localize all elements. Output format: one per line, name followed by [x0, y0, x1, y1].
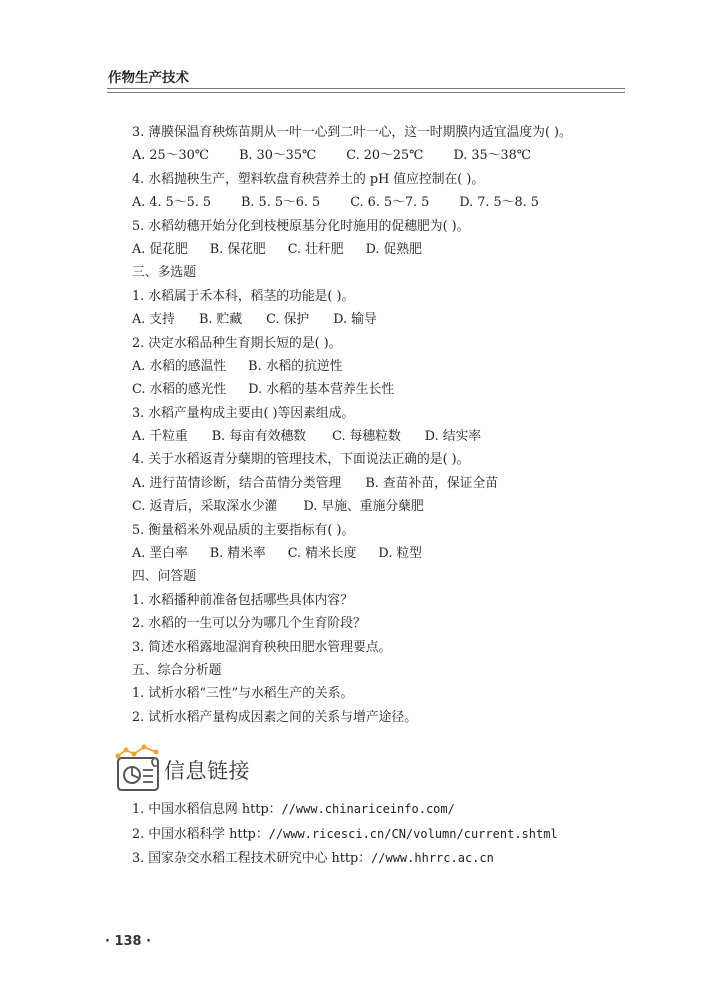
info-link-title: 信息链接 — [164, 759, 250, 783]
exercise-content — [132, 121, 622, 729]
answer-option: A. 支持 — [132, 312, 175, 328]
answer-option: D. 粒型 — [378, 546, 422, 562]
answer-option: C. 保护 — [266, 312, 310, 328]
option-row — [132, 425, 622, 448]
section-heading: 三、多选题 — [132, 265, 196, 281]
option-row — [132, 542, 622, 565]
answer-option: D. 早施、重施分蘖肥 — [303, 499, 424, 515]
answer-option: A. 水稻的感温性 — [132, 358, 227, 374]
page-number: · 138 · — [105, 934, 152, 949]
answer-option: D. 35～38℃ — [453, 148, 532, 164]
answer-option: B. 精米率 — [209, 546, 266, 562]
answer-option: C. 20～25℃ — [346, 148, 424, 164]
option-row — [132, 144, 622, 167]
info-link-heading — [112, 744, 412, 794]
question-text: 3. 简述水稻露地湿润育秧秧田肥水管理要点。 — [132, 639, 392, 655]
question-text: 1. 水稻属于禾本科，稻茎的功能是( )。 — [132, 288, 355, 304]
answer-option: C. 壮秆肥 — [287, 241, 344, 257]
question-text: 2. 试析水稻产量构成因素之间的关系与增产途径。 — [132, 709, 418, 725]
info-link-label: 2. 中国水稻科学 http： — [132, 826, 269, 842]
question-text: 4. 关于水稻返青分蘖期的管理技术，下面说法正确的是( )。 — [132, 452, 470, 468]
answer-option: A. 25～30℃ — [132, 148, 210, 164]
section-heading: 四、问答题 — [132, 569, 196, 585]
info-link-item — [132, 822, 622, 847]
answer-option: C. 精米长度 — [287, 546, 357, 562]
answer-option: D. 促熟肥 — [365, 241, 422, 257]
answer-option: A. 进行苗情诊断，结合苗情分类管理 — [132, 475, 342, 491]
info-link-label: 1. 中国水稻信息网 http： — [132, 802, 282, 817]
info-link-url[interactable]: //www.chinariceinfo.com/ — [281, 802, 455, 816]
question-text: 2. 决定水稻品种生育期长短的是( )。 — [132, 335, 342, 351]
info-link-url[interactable]: //www.hhrrc.ac.cn — [371, 851, 494, 865]
running-header-title: 作物生产技术 — [108, 70, 189, 86]
question-text: 2. 水稻的一生可以分为哪几个生育阶段？ — [132, 616, 366, 632]
header-divider-top — [107, 88, 625, 89]
question-text: 1. 水稻播种前准备包括哪些具体内容？ — [132, 592, 354, 608]
question-text: 3. 薄膜保温育秧炼苗期从一叶一心到二叶一心，这一时期膜内适宜温度为( )。 — [132, 125, 572, 140]
answer-option: D. 结实率 — [424, 429, 482, 445]
answer-option: D. 7. 5～8. 5 — [459, 195, 539, 211]
answer-option: C. 水稻的感光性 — [132, 382, 227, 398]
option-row — [132, 191, 622, 214]
answer-option: B. 每亩有效穗数 — [211, 429, 307, 445]
answer-option: A. 千粒重 — [132, 429, 188, 445]
option-row — [132, 355, 622, 378]
answer-option: A. 垩白率 — [132, 546, 188, 562]
info-link-item — [132, 797, 622, 822]
answer-option: A. 促花肥 — [132, 241, 188, 257]
question-text: 1. 试析水稻“三性”与水稻生产的关系。 — [132, 686, 354, 702]
option-row — [132, 378, 622, 401]
info-link-url[interactable]: //www.ricesci.cn/CN/volumn/current.shtml — [268, 826, 558, 841]
question-text: 4. 水稻抛秧生产，塑料软盘育秧营养土的 pH 值应控制在( )。 — [132, 171, 485, 187]
option-row — [132, 472, 622, 495]
answer-option: C. 返青后，采取深水少灌 — [132, 499, 278, 515]
info-link-label: 3. 国家杂交水稻工程技术研究中心 http： — [132, 851, 372, 866]
answer-option: B. 30～35℃ — [239, 148, 317, 164]
option-row — [132, 308, 622, 331]
question-text: 3. 水稻产量构成主要由( )等因素组成。 — [132, 405, 355, 421]
answer-option: D. 输导 — [333, 312, 377, 328]
answer-option: C. 每穗粒数 — [332, 429, 401, 445]
answer-option: B. 5. 5～6. 5 — [241, 195, 321, 211]
option-row — [132, 495, 622, 518]
question-text: 5. 衡量稻米外观品质的主要指标有( )。 — [132, 522, 355, 538]
section-heading: 五、综合分析题 — [132, 662, 222, 678]
option-row — [132, 238, 622, 261]
answer-option: C. 6. 5～7. 5 — [350, 195, 430, 211]
header-divider-bottom — [107, 92, 625, 93]
answer-option: B. 查苗补苗，保证全苗 — [365, 475, 499, 491]
answer-option: D. 水稻的基本营养生长性 — [248, 382, 395, 398]
answer-option: B. 水稻的抗逆性 — [248, 358, 343, 374]
answer-option: B. 保花肥 — [209, 241, 266, 257]
info-link-item — [132, 846, 622, 871]
info-link-list — [132, 797, 622, 871]
answer-option: B. 贮藏 — [198, 312, 243, 328]
question-text: 5. 水稻幼穗开始分化到枝梗原基分化时施用的促穗肥为( )。 — [132, 218, 470, 234]
info-link-icon — [112, 744, 162, 792]
answer-option: A. 4. 5～5. 5 — [132, 195, 212, 211]
